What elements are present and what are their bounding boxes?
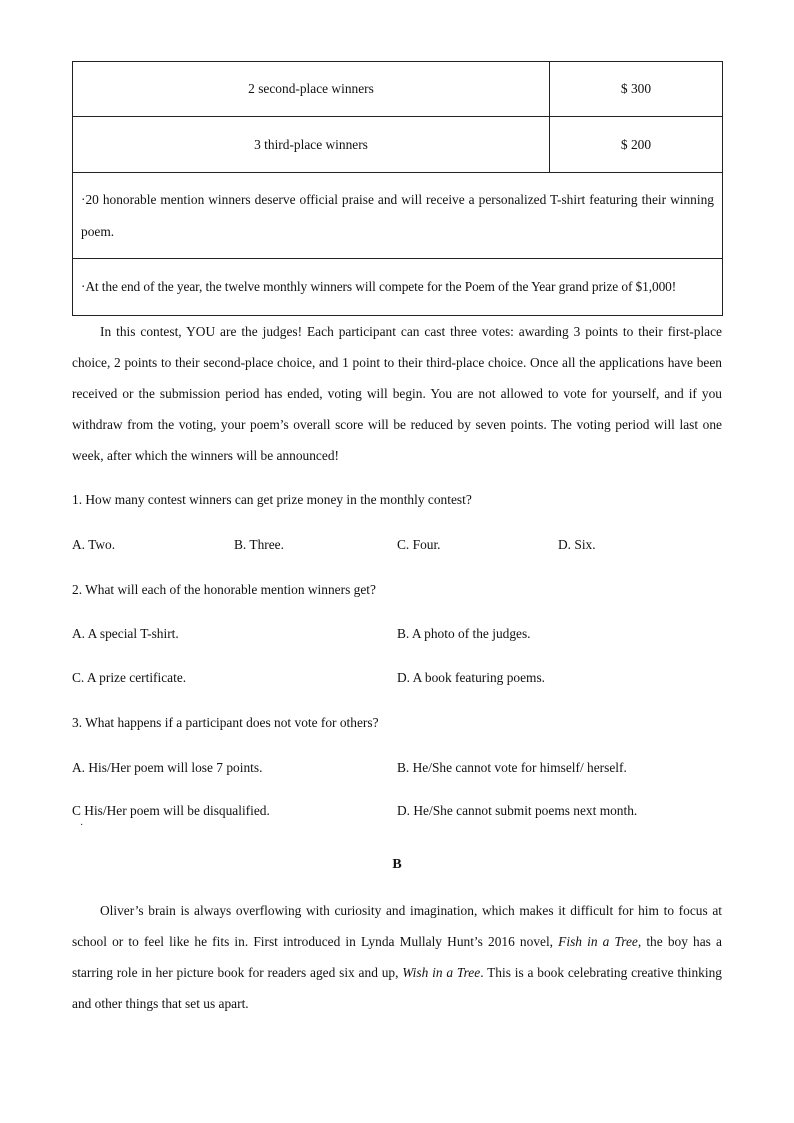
table-row (73, 117, 723, 173)
question-3-option-c: C His/Her poem will be disqualified. (72, 803, 270, 818)
honorable-mention-note: ·20 honorable mention winners deserve official praise and will receive a personalized T-shirt featuring their winning poem. (73, 173, 723, 259)
stray-mark: · (80, 820, 84, 831)
question-2: 2. What will each of the honorable mention winners get? (72, 582, 376, 597)
question-2-option-d: D. A book featuring poems. (397, 670, 546, 685)
prize-label: 2 second-place winners (73, 62, 550, 117)
table-row (73, 62, 723, 117)
judges-paragraph (72, 316, 722, 471)
question-1-option-b: B. Three. (234, 537, 284, 552)
book-title-wish: Wish in a Tree (402, 965, 481, 980)
question-3: 3. What happens if a participant does not vote for others? (72, 715, 379, 730)
grand-prize-note: ·At the end of the year, the twelve monthly winners will compete for the Poem of the Year grand prize of $1,000! (73, 259, 723, 316)
question-1-option-a: A. Two. (72, 537, 116, 552)
question-3-option-b: B. He/She cannot vote for himself/ herself. (397, 760, 627, 775)
question-1-option-c: C. Four. (397, 537, 441, 552)
prize-amount: $ 300 (550, 62, 723, 117)
prize-amount: $ 200 (550, 117, 723, 173)
question-2-option-a: A. A special T-shirt. (72, 626, 179, 641)
question-1: 1. How many contest winners can get prize money in the monthly contest? (72, 492, 472, 507)
question-3-option-a: A. His/Her poem will lose 7 points. (72, 760, 263, 775)
table-row (73, 173, 723, 259)
prize-table (72, 61, 723, 316)
book-title-fish: Fish in a Tree (558, 934, 638, 949)
question-3-option-d: D. He/She cannot submit poems next month. (397, 803, 638, 818)
judges-paragraph-text: In this contest, YOU are the judges! Each participant can cast three votes: awarding 3 points to their first-place choice, 2 points to their second-place choice, and 1 point to their third-place choice. Once all the applications have been received or the submission period has ended, voting will begin. You are not allowed to vote for yourself, and if you withdraw from the voting, your poem’s overall score will be reduced by seven points. The voting period will last one week, after which the winners will be announced! (72, 324, 722, 463)
question-2-option-b: B. A photo of the judges. (397, 626, 531, 641)
question-2-option-c: C. A prize certificate. (72, 670, 187, 685)
section-b-text-start: Oliver’s brain is always overflowing with curiosity and imagination, which makes it difficult for him to focus at school or to feel like he fits in. First introduced in Lynda Mullaly Hunt’s 2016 novel, (72, 903, 722, 949)
section-heading: B (392, 857, 402, 872)
section-b-text-mid: , the boy has a starring role in her picture book for readers aged six and up, (72, 934, 722, 980)
question-1-option-d: D. Six. (558, 537, 596, 552)
prize-label: 3 third-place winners (73, 117, 550, 173)
section-b-paragraph (72, 895, 722, 1019)
table-row (73, 259, 723, 316)
section-b-text-end: . This is a book celebrating creative thinking and other things that set us apart. (72, 965, 722, 1011)
